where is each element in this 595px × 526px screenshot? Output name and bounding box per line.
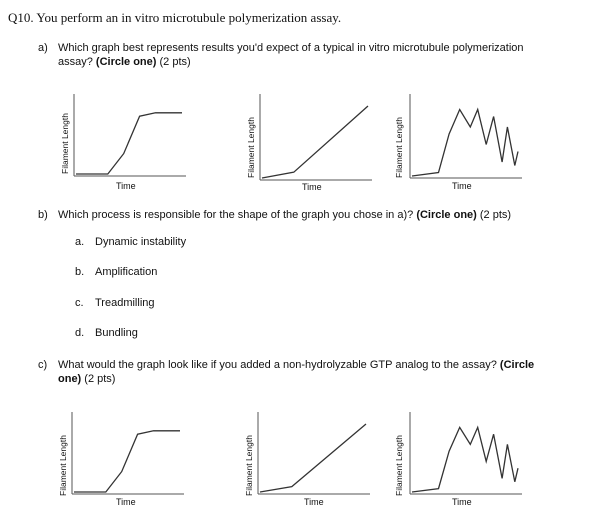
graph-c2[interactable]: [244, 404, 398, 514]
y-axis-label: Filament Length: [394, 117, 404, 178]
x-axis-label: Time: [116, 497, 136, 507]
graph-a2-svg: [250, 86, 380, 196]
y-axis-label: Filament Length: [60, 113, 70, 174]
part-c-letter: c): [38, 359, 48, 371]
data-line: [262, 106, 368, 178]
graph-a2[interactable]: [246, 86, 400, 196]
part-a: [38, 41, 588, 71]
graph-row-a: [0, 86, 595, 196]
x-axis-label: Time: [452, 497, 472, 507]
part-a-text: [58, 41, 588, 69]
graph-a1[interactable]: [60, 86, 210, 196]
part-a-line1: Which graph best represents results you'd expect of a typical in vitro microtubule polymerization: [58, 42, 524, 54]
circle-one-label: (Circle one): [95, 56, 157, 68]
option-label: Amplification: [95, 266, 158, 278]
part-c-text: [58, 358, 588, 386]
x-axis-label: Time: [302, 182, 322, 192]
y-axis-label: Filament Length: [246, 117, 256, 178]
option-label: Bundling: [95, 327, 138, 339]
part-a-line2: assay? (Circle one) (2 pts): [58, 56, 191, 68]
data-line: [74, 431, 180, 492]
graph-row-c: [0, 404, 595, 514]
option-letter: d.: [75, 327, 85, 339]
part-c-line1: What would the graph look like if you added a non-hydrolyzable GTP analog to the assay? (Circle: [58, 359, 535, 371]
part-a-letter: a): [38, 42, 48, 54]
y-axis-label: Filament Length: [394, 435, 404, 496]
part-b: [38, 208, 588, 224]
option-a[interactable]: [75, 236, 275, 250]
graph-a3[interactable]: [394, 86, 550, 196]
option-letter: a.: [75, 236, 85, 248]
part-c-line2: one) (2 pts): [58, 373, 116, 385]
option-letter: b.: [75, 266, 85, 278]
option-label: Treadmilling: [95, 297, 155, 309]
data-line: [260, 424, 366, 492]
part-b-text: Which process is responsible for the shape of the graph you chose in a)? (Circle one) (2 pts): [58, 209, 512, 221]
data-line: [412, 110, 518, 177]
option-d[interactable]: [75, 327, 275, 341]
graph-a1-svg: [60, 86, 190, 196]
data-line: [76, 113, 182, 174]
graph-a3-svg: [400, 86, 530, 196]
data-line: [412, 427, 518, 492]
option-b[interactable]: [75, 266, 275, 280]
x-axis-label: Time: [304, 497, 324, 507]
option-c[interactable]: [75, 297, 275, 311]
option-letter: c.: [75, 297, 84, 309]
question-title: Q10. You perform an in vitro microtubule polymerization assay.: [8, 10, 342, 25]
part-c: [38, 358, 588, 388]
graph-c1[interactable]: [60, 404, 210, 514]
y-axis-label: Filament Length: [244, 435, 254, 496]
x-axis-label: Time: [116, 181, 136, 191]
x-axis-label: Time: [452, 181, 472, 191]
option-label: Dynamic instability: [95, 236, 187, 248]
graph-c3[interactable]: [394, 404, 550, 514]
part-b-letter: b): [38, 209, 48, 221]
y-axis-label: Filament Length: [58, 435, 68, 496]
circle-one-label: (Circle one): [416, 209, 477, 221]
